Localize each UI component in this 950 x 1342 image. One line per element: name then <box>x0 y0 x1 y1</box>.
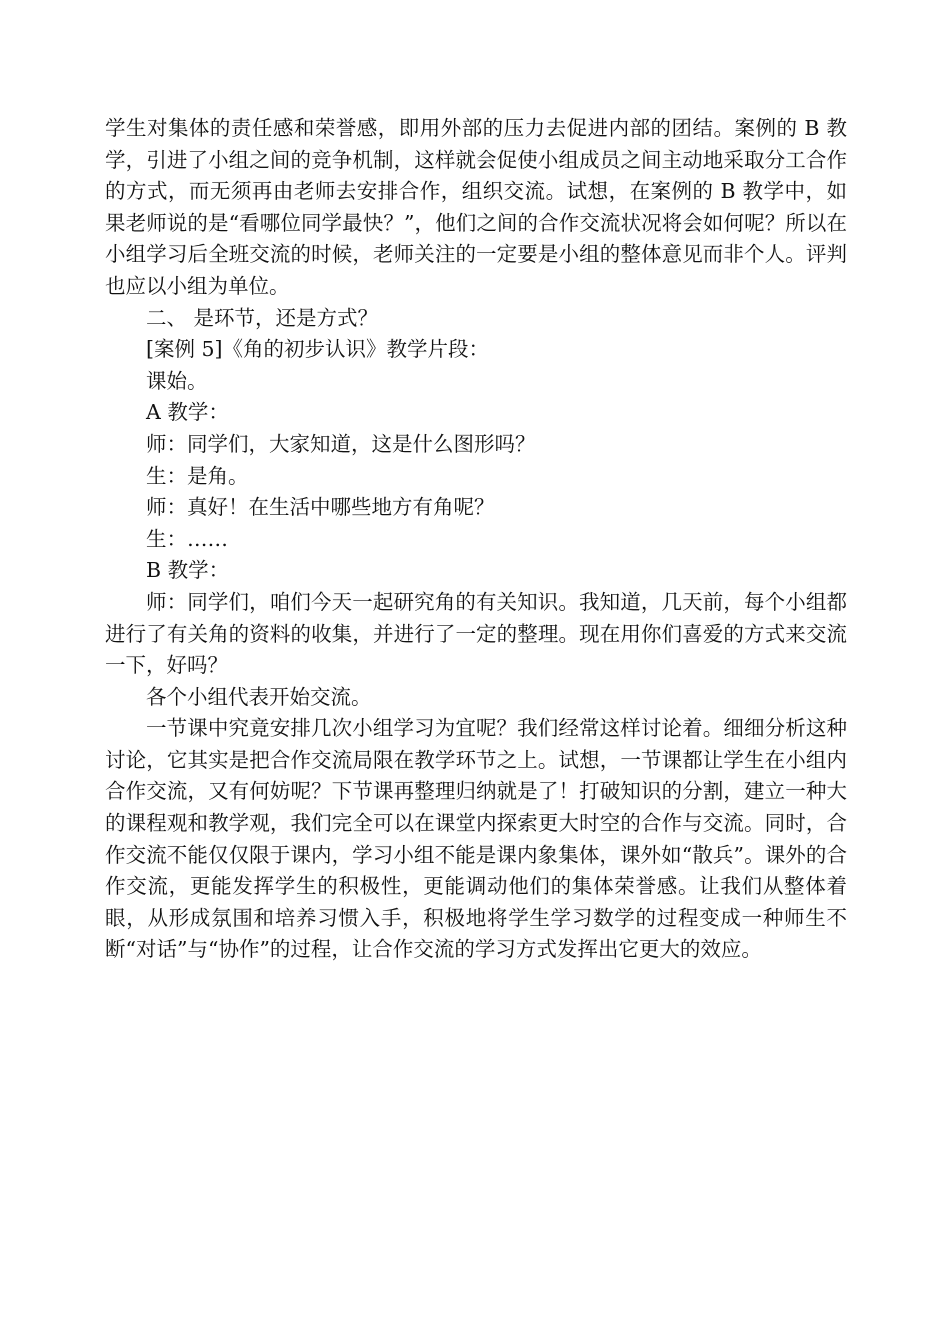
document-body <box>105 113 847 966</box>
paragraph-analysis: 一节课中究竟安排几次小组学习为宜呢？我们经常这样讨论着。细细分析这种讨论，它其实是把合作交流局限在教学环节之上。试想，一节课都让学生在小组内合作交流，又有何妨呢？下节课再整理归纳就是了！打破知识的分割，建立一种大的课程观和教学观，我们完全可以在课堂内探索更大时空的合作与交流。同时，合作交流不能仅仅限于课内，学习小组不能是课内象集体，课外如“散兵”。课外的合作交流，更能发挥学生的积极性，更能调动他们的集体荣誉感。让我们从整体着眼，从形成氛围和培养习惯入手，积极地将学生学习数学的过程变成一种师生不断“对话”与“协作”的过程，让合作交流的学习方式发挥出它更大的效应。 <box>105 716 847 962</box>
dialogue-teacher-b: 师：同学们，咱们今天一起研究角的有关知识。我知道，几天前，每个小组都进行了有关角的资料的收集，并进行了一定的整理。现在用你们喜爱的方式来交流一下，好吗？ <box>105 589 847 678</box>
dialogue-student-2: 生：…… <box>146 526 228 551</box>
case-b-label: B 教学： <box>146 558 230 583</box>
case-line-start: 课始。 <box>146 368 208 393</box>
section-heading: 二、 是环节，还是方式？ <box>146 305 379 330</box>
dialogue-student-1: 生：是角。 <box>146 463 249 488</box>
group-exchange-line: 各个小组代表开始交流。 <box>146 684 372 709</box>
case-title: [案例 5]《角的初步认识》教学片段： <box>146 337 490 362</box>
dialogue-teacher-1: 师：同学们，大家知道，这是什么图形吗？ <box>146 431 536 456</box>
dialogue-teacher-2: 师：真好！在生活中哪些地方有角呢？ <box>146 495 495 520</box>
paragraph-continuation: 学生对集体的责任感和荣誉感，即用外部的压力去促进内部的团结。案例的 B 教学，引进了小组之间的竞争机制，这样就会促使小组成员之间主动地采取分工合作的方式，而无须再由老师去安排合作，组织交流。试想，在案例的 B 教学中，如果老师说的是“看哪位同学最快？”，他们之间的合作交流状况将会如何呢？所以在小组学习后全班交流的时候，老师关注的一定要是小组的整体意见而非个人。评判也应以小组为单位。 <box>105 116 847 298</box>
case-a-label: A 教学： <box>146 400 229 425</box>
